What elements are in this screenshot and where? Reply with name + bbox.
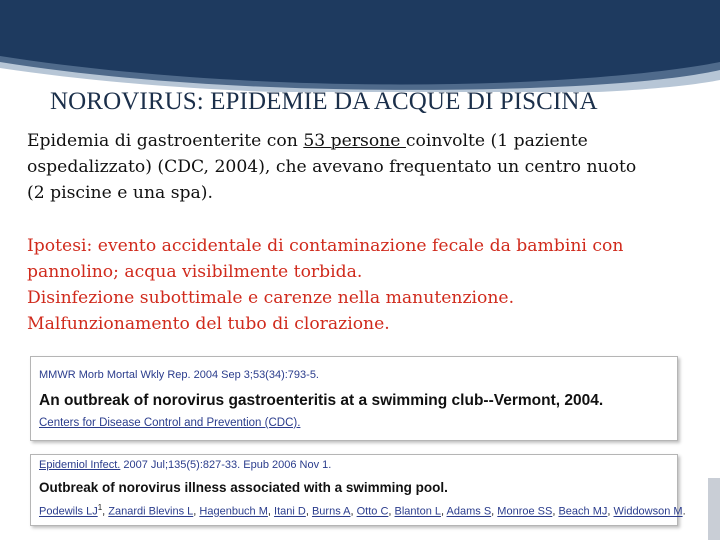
author-link[interactable]: Burns A (311, 505, 351, 518)
hypotheses-text (27, 233, 623, 337)
affected-count: 53 persone (303, 131, 406, 151)
reference-title[interactable]: An outbreak of norovirus gastroenteritis at a swimming club--Vermont, 2004. (39, 392, 604, 409)
reference-title[interactable]: Outbreak of norovirus illness associated with a swimming pool. (39, 480, 448, 495)
author-list: Podewils $LJ^1$, Zanardi Blevins L, Hagenbuch M, Itani D, Burns A, Otto C, Blanton L, Adams S, Monroe SS, Beach MJ, Widdowson M. (39, 503, 686, 518)
author-link[interactable]: Itani D (274, 505, 306, 518)
author-link[interactable]: Monroe SS (497, 505, 553, 518)
author-link[interactable]: Adams S (446, 505, 492, 518)
hypothesis-line-2: pannolino; acqua visibilmente torbida. (27, 262, 363, 282)
epidemic-description (27, 128, 636, 206)
author-link[interactable]: Zanardi Blevins L (108, 505, 194, 518)
reference-source[interactable]: MMWR Morb Mortal Wkly Rep. 2004 Sep 3;53(34):793-5. (39, 369, 319, 381)
slide-title: NOROVIRUS: EPIDEMIE DA ACQUE DI PISCINA (50, 88, 598, 115)
reference-card-mmwr (30, 356, 678, 441)
hypothesis-line-3: Disinfezione subottimale e carenze nella manutenzione. (27, 288, 515, 308)
author-link[interactable]: Widdowson M (613, 505, 683, 518)
hypothesis-line-1: Ipotesi: evento accidentale di contaminazione fecale da bambini con (27, 236, 624, 256)
author-link[interactable]: Hagenbuch M (199, 505, 268, 518)
reference-publisher-link[interactable]: Centers for Disease Control and Prevention (CDC). (39, 417, 301, 429)
description-line-3: (2 piscine e una spa). (27, 183, 213, 203)
author-affiliation-mark: 1 (97, 503, 103, 512)
author-link[interactable]: Blanton L (394, 505, 442, 518)
reference-source: Epidemiol Infect. 2007 Jul;135(5):827-33. Epub 2006 Nov 1. (39, 459, 332, 471)
journal-link[interactable]: Epidemiol Infect. (39, 459, 121, 471)
description-line-1: Epidemia di gastroenterite con 53 persone coinvolte (1 paziente (27, 131, 588, 151)
author-link[interactable]: Otto C (356, 505, 389, 518)
author-link[interactable]: Beach MJ (558, 505, 608, 518)
description-line-2: ospedalizzato) (CDC, 2004), che avevano frequentato un centro nuoto (27, 157, 637, 177)
author-link[interactable]: Podewils LJ (39, 505, 98, 518)
scroll-edge (708, 478, 720, 540)
reference-card-epidemiol (30, 454, 686, 526)
hypothesis-line-4: Malfunzionamento del tubo di clorazione. (27, 314, 390, 334)
header-band (0, 0, 720, 92)
